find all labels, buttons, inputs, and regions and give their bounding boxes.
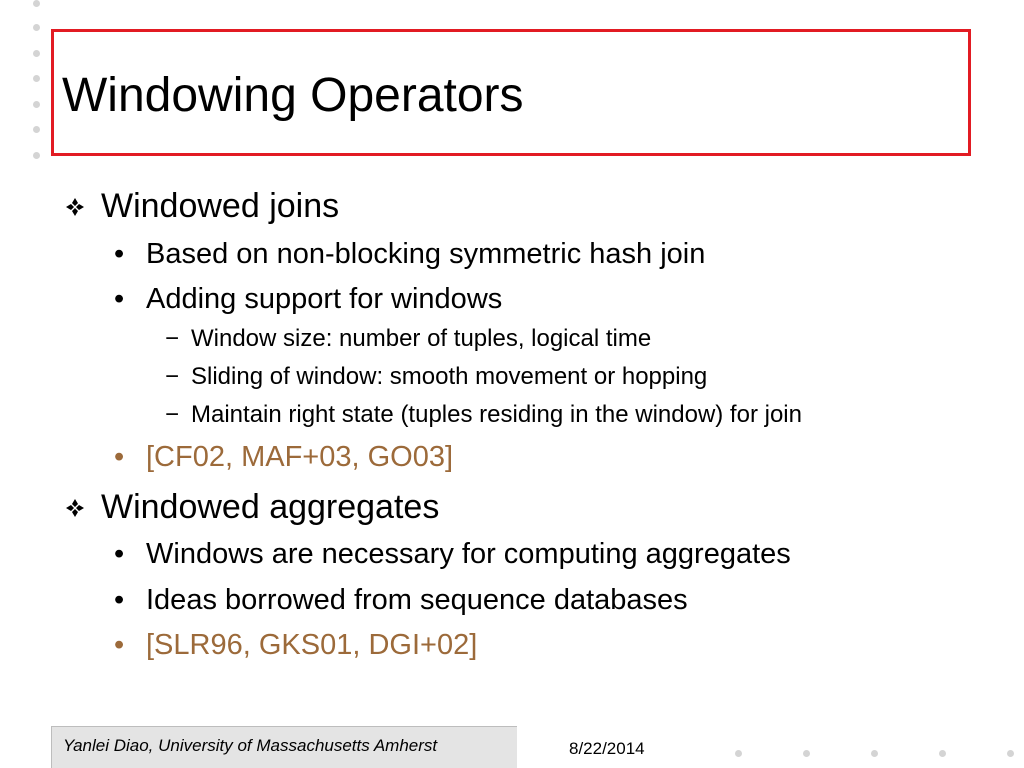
sub-bullet-item: Maintain right state (tuples residing in the window) for join bbox=[191, 401, 802, 428]
decorative-dot bbox=[33, 50, 40, 57]
bullet-dot: • bbox=[114, 441, 125, 473]
bullet-dot: • bbox=[114, 584, 125, 616]
decorative-dot bbox=[33, 0, 40, 7]
bullet-dot: • bbox=[114, 283, 125, 315]
dash-bullet: − bbox=[165, 363, 180, 390]
diamond-bullet-icon bbox=[64, 497, 86, 524]
decorative-dot bbox=[33, 152, 40, 159]
decorative-dot bbox=[803, 750, 810, 757]
footer-date: 8/22/2014 bbox=[569, 739, 645, 758]
decorative-dot bbox=[33, 101, 40, 108]
sub-bullet-item: Window size: number of tuples, logical time bbox=[191, 325, 652, 352]
reference-citation: [SLR96, GKS01, DGI+02] bbox=[146, 629, 478, 661]
bullet-item: Based on non-blocking symmetric hash join bbox=[146, 238, 706, 270]
bullet-item: Windows are necessary for computing aggregates bbox=[146, 538, 791, 570]
decorative-dot bbox=[33, 126, 40, 133]
slide-title: Windowing Operators bbox=[62, 69, 524, 122]
diamond-bullet-icon bbox=[64, 196, 86, 223]
bullet-item: Ideas borrowed from sequence databases bbox=[146, 584, 688, 616]
decorative-dot bbox=[1007, 750, 1014, 757]
decorative-dot bbox=[939, 750, 946, 757]
dash-bullet: − bbox=[165, 325, 180, 352]
decorative-dot bbox=[735, 750, 742, 757]
decorative-dot bbox=[33, 24, 40, 31]
bullet-dot: • bbox=[114, 629, 125, 661]
bullet-item: Adding support for windows bbox=[146, 283, 503, 315]
decorative-dot bbox=[871, 750, 878, 757]
dash-bullet: − bbox=[165, 401, 180, 428]
sub-bullet-item: Sliding of window: smooth movement or hopping bbox=[191, 363, 708, 390]
reference-citation: [CF02, MAF+03, GO03] bbox=[146, 441, 454, 473]
bullet-dot: • bbox=[114, 238, 125, 270]
footer-author: Yanlei Diao, University of Massachusetts Amherst bbox=[63, 736, 438, 755]
section-heading: Windowed aggregates bbox=[101, 488, 440, 526]
bullet-dot: • bbox=[114, 538, 125, 570]
decorative-dot bbox=[33, 75, 40, 82]
section-heading: Windowed joins bbox=[101, 187, 340, 225]
